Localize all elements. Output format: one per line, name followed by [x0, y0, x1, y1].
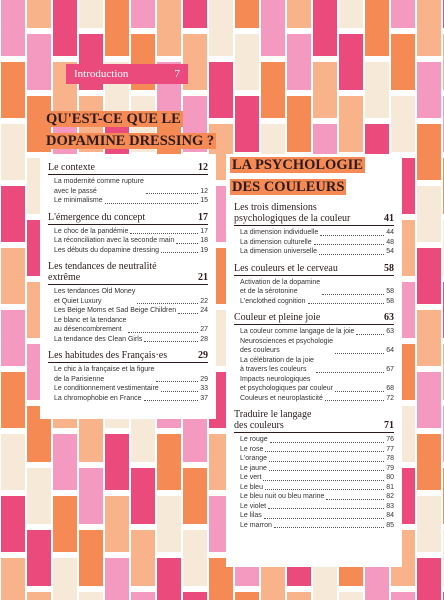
entry-page: 17 [200, 227, 208, 235]
stripe-tile [27, 592, 51, 600]
dot-leader [268, 508, 384, 509]
stripe-tile [339, 96, 363, 152]
stripe-tile [183, 530, 207, 586]
toc-entry[interactable] [48, 394, 208, 404]
entry-title: Le bleu [240, 483, 263, 491]
section-heading[interactable] [48, 350, 208, 363]
stripe-tile [1, 434, 25, 490]
stripe-tile [1, 372, 25, 428]
entry-title: Le conditionnement vestimentaire [54, 385, 159, 392]
page-number: 7 [174, 68, 180, 80]
entry-page: 18 [200, 237, 208, 244]
left-title-line-1: QU'EST-CE QUE LE [46, 111, 181, 127]
entry-page: 84 [386, 512, 394, 519]
stripe-tile [417, 0, 441, 56]
toc-entry[interactable] [234, 483, 394, 493]
stripe-tile [1, 124, 25, 180]
toc-entry[interactable] [234, 297, 394, 307]
entry-page: 76 [386, 436, 394, 443]
entry-title: Le chic à la française et la figure de la Parisienne [54, 366, 155, 383]
toc-entry[interactable] [234, 228, 394, 238]
stripe-tile [209, 0, 233, 56]
dot-leader [270, 442, 385, 443]
left-chapter-title [44, 108, 220, 152]
section-heading[interactable] [234, 263, 394, 276]
section-title: Traduire le langage des couleurs [234, 409, 312, 431]
chapter-tab [66, 64, 188, 84]
toc-entry[interactable] [234, 238, 394, 248]
dot-leader [144, 341, 198, 342]
toc-entry[interactable] [234, 375, 394, 394]
toc-entry[interactable] [234, 394, 394, 404]
dot-leader [128, 332, 198, 333]
section-heading[interactable] [48, 162, 208, 175]
stripe-tile [1, 558, 25, 600]
entry-title: La chromophobie en France [54, 394, 142, 402]
section-page: 63 [384, 312, 394, 323]
toc-entry[interactable] [234, 356, 394, 375]
section-title: Les tendances de neutralité extrême [48, 261, 157, 283]
entry-title: Neurosciences et psychologie des couleurs [240, 337, 333, 354]
stripe-tile [1, 186, 25, 242]
section-heading[interactable] [234, 312, 394, 325]
toc-entry[interactable] [234, 502, 394, 512]
dot-leader [274, 527, 384, 528]
dot-leader [325, 400, 384, 401]
entry-title: Le violet [240, 502, 267, 510]
entry-page: 29 [200, 375, 208, 383]
dot-leader [161, 252, 198, 253]
stripe-tile [261, 0, 285, 56]
entry-title: Les débuts du dopamine dressing [54, 246, 160, 254]
dot-leader [322, 294, 384, 295]
entry-page: 63 [386, 328, 394, 335]
section-page: 12 [198, 162, 208, 173]
stripe-tile [313, 0, 337, 56]
stripe-tile [1, 248, 25, 304]
dot-leader [137, 303, 198, 304]
right-title-line-1: LA PSYCHOLOGIE [232, 157, 363, 173]
entry-title: Les tendances Old Money et Quiet Luxury [54, 288, 136, 305]
section-page: 41 [384, 213, 394, 224]
stripe-tile [417, 62, 441, 118]
stripe-tile [157, 0, 181, 56]
section-heading[interactable] [48, 212, 208, 225]
toc-section [234, 409, 394, 530]
section-heading[interactable] [234, 409, 394, 433]
stripe-tile [417, 248, 441, 304]
dot-leader [316, 372, 384, 373]
toc-entry[interactable] [234, 445, 394, 455]
stripe-tile [157, 434, 181, 490]
stripe-tile [235, 96, 259, 152]
stripe-tile [235, 0, 259, 28]
stripe-tile [79, 530, 103, 586]
section-page: 71 [384, 420, 394, 431]
stripe-tile [53, 558, 77, 600]
entry-title: La célébration de la joie à travers les couleurs [240, 356, 314, 373]
entry-title: Le bleu nuit ou bleu marine [240, 493, 325, 500]
entry-title: Impacts neurologiques et psychologiques par couleur [240, 375, 334, 392]
stripe-tile [53, 0, 77, 56]
stripe-tile [365, 0, 389, 56]
section-title: L'émergence du concept [48, 211, 146, 223]
dot-leader [264, 518, 384, 519]
dot-leader [265, 489, 384, 490]
dot-leader [269, 470, 384, 471]
stripe-tile [287, 96, 311, 152]
dot-leader [156, 381, 198, 382]
entry-page: 83 [386, 502, 394, 510]
stripe-tile [1, 310, 25, 366]
dot-leader [356, 334, 384, 335]
dot-leader [314, 244, 385, 245]
dot-leader [144, 400, 199, 401]
entry-page: 22 [200, 297, 208, 305]
stripe-tile [131, 468, 155, 524]
section-page: 17 [198, 211, 208, 223]
entry-page: 15 [200, 197, 208, 204]
entry-title: La dimension universelle [240, 248, 318, 255]
dot-leader [269, 461, 384, 462]
entry-title: Le rouge [240, 436, 268, 443]
stripe-tile [183, 0, 207, 28]
section-title: Les trois dimensions psychologiques de la couleur [234, 202, 351, 224]
stripe-tile [287, 592, 311, 600]
entry-page: 58 [386, 288, 394, 295]
toc-entry[interactable] [234, 435, 394, 445]
chapter-label: Introduction [74, 68, 129, 80]
dot-leader [176, 243, 198, 244]
section-page: 29 [198, 350, 208, 361]
stripe-tile [417, 558, 441, 600]
entry-page: 80 [386, 474, 394, 481]
section-title: Les habitudes des Français·es [48, 350, 168, 361]
toc-entry[interactable] [234, 454, 394, 464]
entry-page: 68 [386, 385, 394, 392]
stripe-tile [417, 124, 441, 180]
entry-title: La dimension culturelle [240, 238, 312, 246]
section-title: Les couleurs et le cerveau [234, 262, 338, 274]
toc-entry[interactable] [48, 384, 208, 394]
dot-leader [320, 235, 384, 236]
stripe-tile [417, 310, 441, 366]
stripe-tile [53, 496, 77, 552]
stripe-tile [27, 0, 51, 28]
entry-page: 81 [386, 483, 394, 491]
entry-title: Couleurs et neuroplasticité [240, 394, 323, 402]
dot-leader [161, 391, 199, 392]
right-toc-panel [226, 154, 402, 567]
stripe-tile [339, 34, 363, 90]
toc-section [48, 261, 208, 344]
entry-page: 85 [386, 521, 394, 529]
toc-entry[interactable] [48, 236, 208, 246]
stripe-tile [131, 0, 155, 28]
section-title: Le contexte [48, 162, 95, 173]
entry-title: Le vert [240, 474, 262, 481]
entry-title: Le jaune [240, 464, 267, 472]
entry-title: La tendance des Clean Girls [54, 335, 143, 343]
entry-page: 44 [386, 229, 394, 236]
right-chapter-title [230, 154, 400, 198]
entry-page: 67 [386, 366, 394, 373]
toc-entry[interactable] [48, 196, 208, 206]
stripe-tile [1, 62, 25, 118]
stripe-tile [1, 0, 25, 56]
toc-entry[interactable] [234, 327, 394, 337]
entry-page: 78 [386, 455, 394, 462]
entry-page: 37 [200, 394, 208, 402]
dot-leader [265, 451, 384, 452]
section-heading[interactable] [234, 202, 394, 226]
entry-page: 12 [200, 187, 208, 195]
stripe-tile [157, 496, 181, 552]
stripe-tile [391, 592, 415, 600]
toc-entry[interactable] [48, 335, 208, 345]
stripe-tile [287, 0, 311, 28]
stripe-tile [313, 62, 337, 118]
left-toc-panel [40, 154, 216, 419]
toc-entry[interactable] [234, 337, 394, 356]
entry-title: Le blanc et la tendance au désencombrement [54, 316, 127, 333]
entry-title: Le rose [240, 445, 264, 453]
toc-entry[interactable] [48, 177, 208, 196]
stripe-tile [339, 592, 363, 600]
stripe-tile [391, 96, 415, 152]
entry-title: La couleur comme langage de la joie [240, 328, 355, 335]
dot-leader [308, 303, 385, 304]
section-heading[interactable] [48, 261, 208, 285]
toc-entry[interactable] [48, 306, 208, 316]
entry-title: Le minimalisme [54, 197, 103, 204]
stripe-tile [1, 496, 25, 552]
stripe-tile [287, 34, 311, 90]
entry-page: 79 [386, 464, 394, 472]
stripe-tile [235, 592, 259, 600]
section-page: 21 [198, 272, 208, 283]
toc-entry[interactable] [234, 511, 394, 521]
entry-page: 28 [200, 335, 208, 343]
entry-title: Activation de la dopamine et de la sérotonine [240, 278, 321, 295]
stripe-tile [391, 0, 415, 28]
stripe-tile [27, 34, 51, 90]
toc-entry[interactable] [48, 246, 208, 256]
stripe-tile [27, 468, 51, 524]
toc-entry[interactable] [234, 473, 394, 483]
toc-section [48, 212, 208, 256]
entry-title: Le choc de la pandémie [54, 227, 129, 235]
section-title: Couleur et pleine joie [234, 312, 321, 323]
stripe-tile [417, 186, 441, 242]
stripe-tile [417, 496, 441, 552]
toc-entry[interactable] [48, 227, 208, 237]
dot-leader [326, 499, 384, 500]
entry-page: 48 [386, 238, 394, 246]
dot-leader [105, 203, 199, 204]
entry-page: 64 [386, 347, 394, 354]
stripe-tile [339, 0, 363, 28]
stripe-tile [131, 592, 155, 600]
entry-page: 82 [386, 493, 394, 500]
entry-title: La réconciliation avec la seconde main [54, 237, 175, 244]
stripe-tile [79, 592, 103, 600]
toc-entry[interactable] [234, 278, 394, 297]
entry-page: 24 [200, 307, 208, 314]
left-title-line-2: DOPAMINE DRESSING ? [46, 133, 215, 149]
entry-title: Les Beige Moms et Sad Beige Children [54, 307, 177, 314]
section-page: 58 [384, 262, 394, 274]
stripe-tile [131, 530, 155, 586]
dot-leader [335, 353, 384, 354]
stripe-tile [365, 62, 389, 118]
entry-page: 72 [386, 394, 394, 402]
entry-page: 27 [200, 326, 208, 333]
entry-page: 58 [386, 297, 394, 305]
stripe-tile [417, 372, 441, 428]
toc-section [48, 162, 208, 206]
entry-page: 19 [200, 246, 208, 254]
entry-title: L'enclothed cognition [240, 297, 306, 305]
toc-entry[interactable] [48, 365, 208, 384]
stripe-tile [79, 468, 103, 524]
stripe-tile [79, 0, 103, 28]
dot-leader [146, 193, 198, 194]
toc-entry[interactable] [48, 287, 208, 306]
dot-leader [178, 313, 198, 314]
stripe-tile [105, 496, 129, 552]
stripe-tile [157, 558, 181, 600]
dot-leader [319, 254, 384, 255]
stripe-tile [235, 34, 259, 90]
toc-entry[interactable] [234, 521, 394, 531]
stripe-tile [105, 434, 129, 490]
stripe-tile [261, 62, 285, 118]
toc-section [234, 263, 394, 307]
entry-page: 33 [200, 385, 208, 392]
stripe-tile [391, 34, 415, 90]
stripe-tile [417, 434, 441, 490]
entry-title: L'orange [240, 455, 268, 462]
entry-title: La dimension individuelle [240, 229, 319, 236]
stripe-tile [183, 592, 207, 600]
stripe-tile [53, 434, 77, 490]
entry-title: Le marron [240, 521, 272, 529]
toc-entry[interactable] [48, 316, 208, 335]
entry-page: 77 [386, 445, 394, 453]
stripe-tile [27, 530, 51, 586]
dot-leader [335, 391, 384, 392]
stripe-tile [183, 468, 207, 524]
entry-title: Le lilas [240, 512, 262, 519]
toc-entry[interactable] [234, 247, 394, 257]
toc-section [48, 350, 208, 403]
toc-section [234, 202, 394, 257]
toc-entry[interactable] [234, 492, 394, 502]
toc-section [234, 312, 394, 403]
stripe-tile [105, 0, 129, 56]
entry-title: La modernité comme rupture avec le passé [54, 178, 144, 195]
stripe-tile [105, 558, 129, 600]
dot-leader [263, 480, 384, 481]
entry-page: 54 [386, 248, 394, 255]
toc-entry[interactable] [234, 464, 394, 474]
dot-leader [130, 233, 198, 234]
right-title-line-2: DES COULEURS [232, 179, 345, 195]
